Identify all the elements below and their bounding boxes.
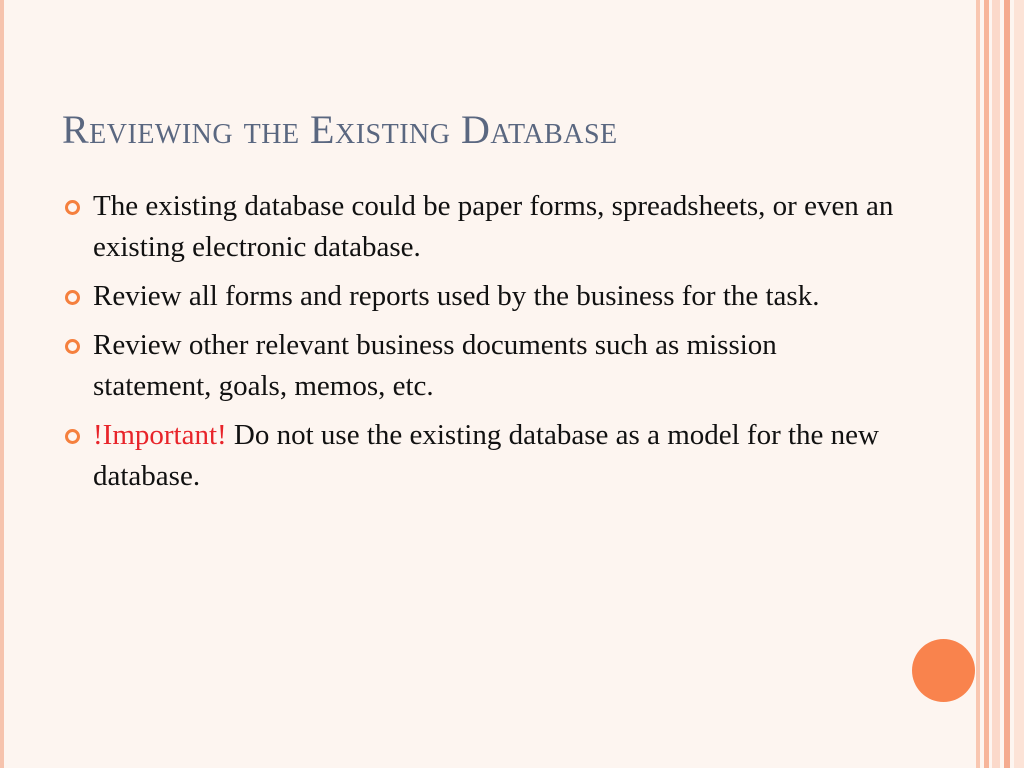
right-stripe-decoration xyxy=(976,0,980,768)
right-stripe-decoration xyxy=(1014,0,1024,768)
bullet-item xyxy=(62,325,902,407)
bullet-text: Do not use the existing database as a model for the new database. xyxy=(93,419,879,492)
right-stripe-decoration xyxy=(984,0,989,768)
bullet-item xyxy=(62,276,902,317)
right-stripe-decoration xyxy=(1004,0,1010,768)
bullet-ring-icon xyxy=(65,429,80,444)
bullet-list xyxy=(62,186,902,505)
right-stripe-decoration xyxy=(992,0,1000,768)
bullet-text: Review other relevant business documents such as mission statement, goals, memos, etc. xyxy=(93,329,777,402)
bullet-text: The existing database could be paper forms, spreadsheets, or even an existing electronic database. xyxy=(93,190,894,263)
orange-circle-decoration xyxy=(912,639,975,702)
important-label: !Important! xyxy=(93,419,227,451)
bullet-ring-icon xyxy=(65,290,80,305)
bullet-text: Review all forms and reports used by the business for the task. xyxy=(93,280,820,312)
left-border-decoration xyxy=(0,0,4,768)
bullet-ring-icon xyxy=(65,339,80,354)
bullet-item xyxy=(62,186,902,268)
bullet-ring-icon xyxy=(65,200,80,215)
slide-title: Reviewing the Existing Database xyxy=(62,107,618,152)
bullet-item xyxy=(62,415,902,497)
